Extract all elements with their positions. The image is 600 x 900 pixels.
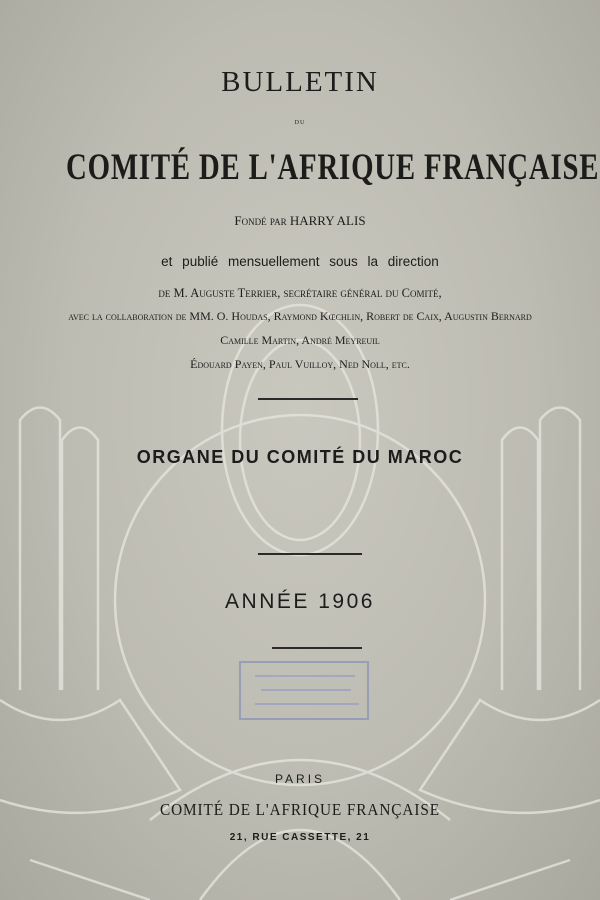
year-title: ANNÉE 1906 xyxy=(225,590,375,613)
divider-rule xyxy=(272,647,362,649)
direction-line-3: Camille Martin, André Meyreuil xyxy=(220,333,380,347)
founder-line: Fondé par HARRY ALIS xyxy=(234,213,366,228)
direction-line-4: Édouard Payen, Paul Vuilloy, Ned Noll, etc. xyxy=(190,357,410,371)
imprint-address: 21, RUE CASSETTE, 21 xyxy=(229,832,371,843)
library-stamp xyxy=(239,661,369,720)
organ-subtitle: ORGANE DU COMITÉ DU MAROC xyxy=(136,447,464,467)
imprint-city: PARIS xyxy=(274,772,326,786)
direction-line-1: de M. Auguste Terrier, secrétaire général du Comité, xyxy=(158,286,442,300)
direction-line-2: avec la collaboration de MM. O. Houdas, Raymond Kœchlin, Robert de Caix, Augustin Bernard xyxy=(68,309,532,323)
divider-rule xyxy=(258,553,362,555)
divider-rule xyxy=(258,398,358,400)
direction-intro: et publié mensuellement sous la direction xyxy=(161,254,439,269)
imprint-publisher: COMITÉ DE L'AFRIQUE FRANÇAISE xyxy=(159,800,441,819)
bulletin-heading: BULLETIN xyxy=(221,66,379,98)
committee-title: COMITÉ DE L'AFRIQUE FRANÇAISE xyxy=(66,147,600,188)
connector-word: du xyxy=(294,116,306,126)
